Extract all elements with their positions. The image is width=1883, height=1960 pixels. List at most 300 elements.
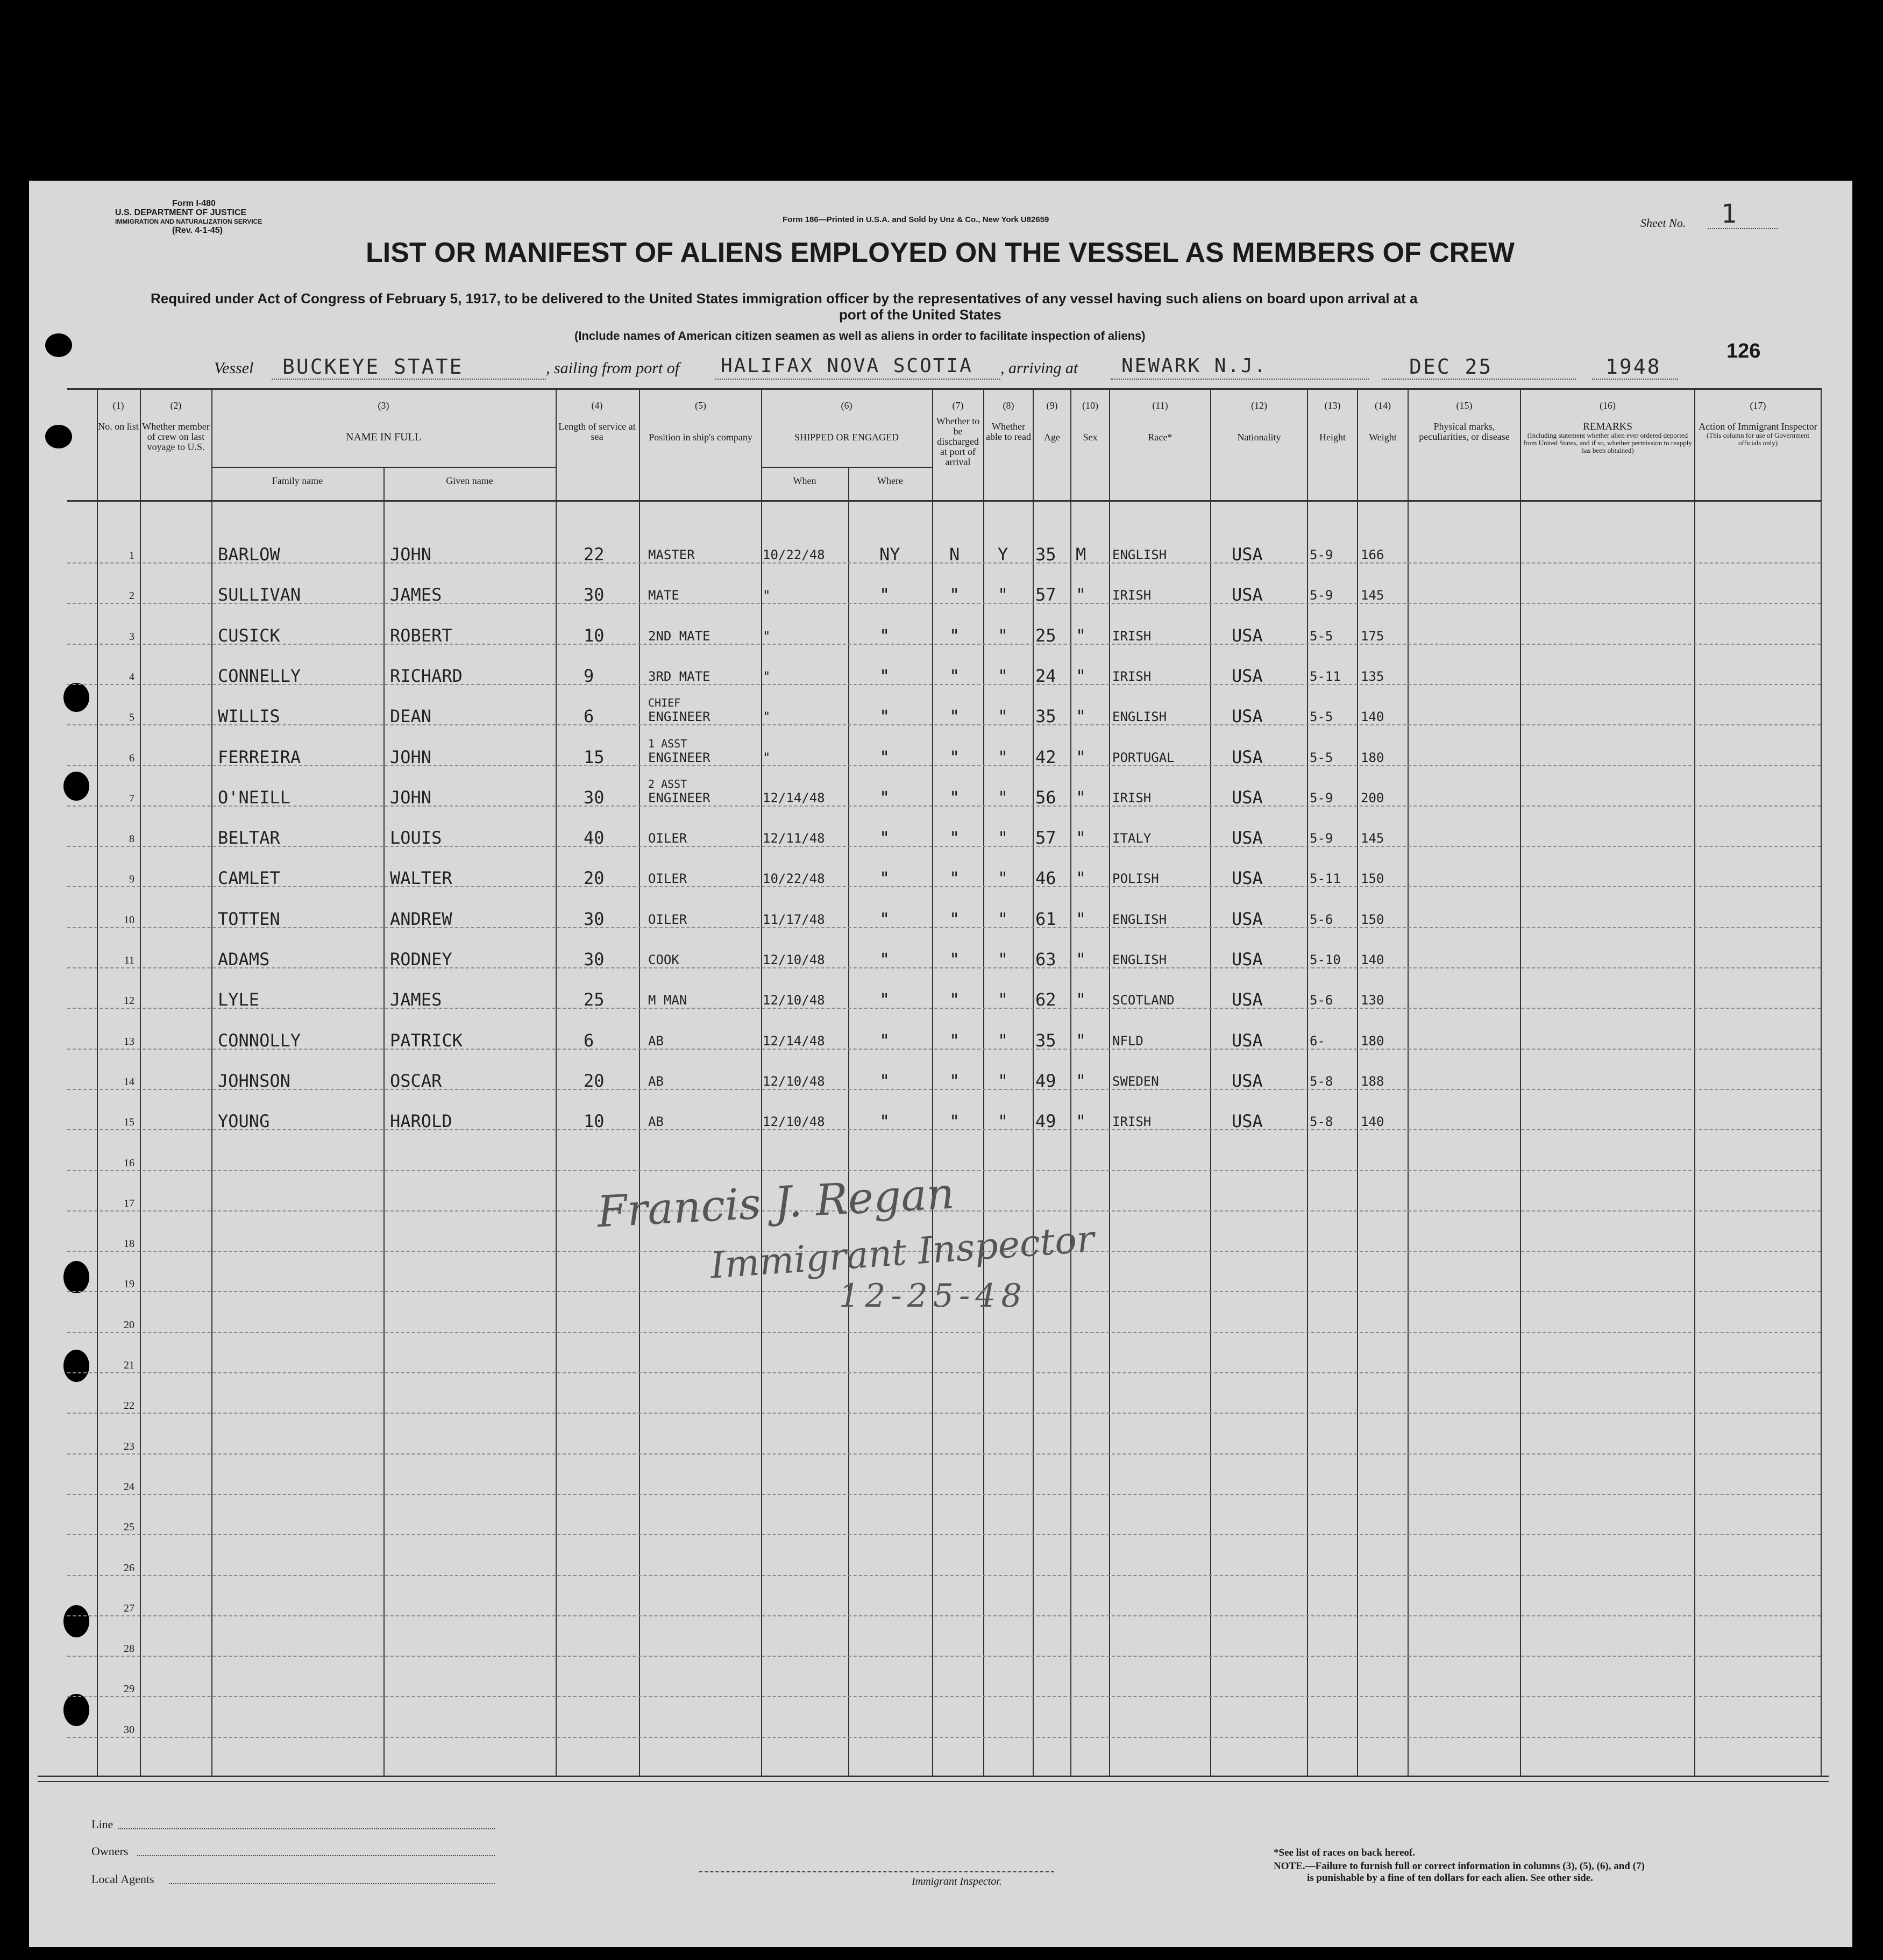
col-rule [1307, 388, 1308, 1776]
age-cell: 57 [1035, 828, 1056, 848]
height-cell: 5-11 [1310, 669, 1341, 684]
race-cell: SCOTLAND [1112, 993, 1175, 1008]
sex-cell: " [1076, 989, 1086, 1010]
race-cell: ENGLISH [1112, 952, 1167, 967]
col-header-4: (4) Length of service at sea [558, 400, 636, 442]
row-number: 7 [129, 793, 134, 804]
race-cell: ENGLISH [1112, 709, 1167, 724]
footer-owners-field [137, 1855, 495, 1856]
row-line [67, 1089, 1821, 1090]
family-name-cell: BELTAR [218, 828, 280, 848]
position-cell: 2ND MATE [648, 629, 710, 644]
age-cell: 49 [1035, 1111, 1056, 1131]
position-prefix-cell: 1 ASST [648, 737, 687, 750]
position-prefix-cell: CHIEF [648, 696, 681, 709]
able-to-read-cell: " [998, 747, 1008, 767]
age-cell: 56 [1035, 787, 1056, 808]
given-name-cell: HAROLD [390, 1111, 452, 1131]
row-line [67, 1656, 1821, 1657]
shipped-where-cell: " [879, 1071, 890, 1091]
races-note: *See list of races on back hereof. [1274, 1847, 1415, 1858]
discharged-cell: " [949, 1111, 960, 1131]
row-line [67, 846, 1821, 847]
able-to-read-cell: " [998, 989, 1008, 1010]
sex-cell: " [1076, 666, 1086, 686]
nationality-cell: USA [1232, 706, 1263, 726]
service-name: IMMIGRATION AND NATURALIZATION SERVICE [115, 218, 262, 225]
vessel-label: Vessel [214, 359, 254, 377]
row-number: 3 [129, 631, 134, 643]
family-name-cell: CAMLET [218, 868, 280, 888]
row-line [67, 1453, 1821, 1455]
discharged-cell: " [949, 828, 960, 848]
shipped-when-cell: " [763, 709, 771, 724]
height-cell: 5-10 [1310, 952, 1341, 967]
row-line [67, 562, 1821, 564]
age-cell: 35 [1035, 706, 1056, 726]
shipped-when-cell: 12/10/48 [763, 1074, 825, 1089]
discharged-cell: " [949, 666, 960, 686]
shipped-when-cell: " [763, 669, 771, 684]
weight-cell: 150 [1361, 912, 1384, 927]
col-rule [556, 388, 557, 1776]
col-rule [639, 388, 640, 1776]
col-rule [383, 467, 385, 1776]
vessel-underline [272, 379, 546, 380]
row-number: 10 [124, 914, 134, 926]
binder-hole [63, 1350, 89, 1382]
sex-cell: " [1076, 706, 1086, 726]
shipped-where-cell: " [879, 585, 890, 605]
col-rule [1694, 388, 1695, 1776]
binder-hole [63, 683, 89, 712]
row-line [67, 806, 1821, 807]
row-line [67, 1615, 1821, 1616]
able-to-read-cell: " [998, 1071, 1008, 1091]
footer-inspector-label: Immigrant Inspector. [912, 1876, 1002, 1887]
shipped-where-cell: " [879, 787, 890, 808]
row-line [67, 1049, 1821, 1050]
able-to-read-cell: " [998, 625, 1008, 646]
row-number: 29 [124, 1683, 134, 1695]
race-cell: IRISH [1112, 1114, 1152, 1129]
height-cell: 5-11 [1310, 871, 1341, 886]
col-header-9: (9) Age [1044, 400, 1060, 443]
shipped-when-cell: 12/10/48 [763, 952, 825, 967]
given-name-cell: JOHN [390, 787, 432, 808]
col-header-5: (5) Position in ship's company [649, 400, 752, 443]
row-line [67, 603, 1821, 604]
sex-cell: " [1076, 949, 1086, 970]
weight-cell: 130 [1361, 993, 1384, 1008]
age-cell: 46 [1035, 868, 1056, 888]
row-number: 26 [124, 1562, 134, 1574]
discharged-cell: " [949, 706, 960, 726]
weight-cell: 200 [1361, 790, 1384, 806]
family-name-cell: CONNELLY [218, 666, 301, 686]
footer-agents-field [169, 1883, 495, 1884]
col-rule [761, 388, 762, 1776]
discharged-cell: " [949, 868, 960, 888]
height-cell: 6- [1310, 1034, 1325, 1049]
service-cell: 30 [584, 787, 605, 808]
height-cell: 5-9 [1310, 588, 1333, 603]
table-top-rule [67, 388, 1821, 390]
weight-cell: 145 [1361, 831, 1384, 846]
shipped-where-cell: " [879, 666, 890, 686]
col-header-7: (7) Whether to be discharged at port of arrival [936, 400, 980, 467]
family-name-cell: ADAMS [218, 949, 270, 970]
service-cell: 6 [584, 1030, 594, 1051]
given-name-cell: JAMES [390, 989, 442, 1010]
weight-cell: 180 [1361, 750, 1384, 765]
nationality-cell: USA [1232, 1030, 1263, 1051]
shipped-where-cell: " [879, 1111, 890, 1131]
position-cell: ENGINEER [648, 709, 710, 724]
shipped-subheader-rule [761, 467, 932, 468]
nationality-cell: USA [1232, 868, 1263, 888]
height-cell: 5-9 [1310, 547, 1333, 562]
age-cell: 25 [1035, 625, 1056, 646]
row-line [67, 886, 1821, 887]
col-rule [983, 388, 984, 1776]
shipped-when-cell: 12/14/48 [763, 1034, 825, 1049]
weight-cell: 140 [1361, 1114, 1384, 1129]
sex-cell: " [1076, 787, 1086, 808]
given-name-cell: JOHN [390, 747, 432, 767]
weight-cell: 135 [1361, 669, 1384, 684]
shipped-where-cell: " [879, 949, 890, 970]
able-to-read-cell: " [998, 949, 1008, 970]
form-number: Form I-480 [172, 199, 216, 208]
page-title: LIST OR MANIFEST OF ALIENS EMPLOYED ON THE VESSEL AS MEMBERS OF CREW [366, 237, 1515, 268]
col-header-13: (13) Height [1319, 400, 1346, 443]
row-number: 12 [124, 995, 134, 1007]
row-number: 13 [124, 1036, 134, 1047]
height-cell: 5-8 [1310, 1114, 1333, 1129]
service-cell: 9 [584, 666, 594, 686]
nationality-cell: USA [1232, 625, 1263, 646]
weight-cell: 145 [1361, 588, 1384, 603]
date-underline [1382, 379, 1576, 380]
nationality-cell: USA [1232, 909, 1263, 929]
sex-cell: " [1076, 909, 1086, 929]
col-header-16: (16) REMARKS (Including statement whether alien ever ordered deported from United States, and if so, whether permission to reapply has been obtained) [1523, 400, 1692, 454]
col-rule [97, 388, 98, 1776]
nationality-cell: USA [1232, 544, 1263, 565]
discharged-cell: " [949, 909, 960, 929]
discharged-cell: " [949, 989, 960, 1010]
family-name-cell: LYLE [218, 989, 260, 1010]
weight-cell: 175 [1361, 629, 1384, 644]
service-cell: 30 [584, 909, 605, 929]
race-cell: PORTUGAL [1112, 750, 1175, 765]
discharged-cell: " [949, 1030, 960, 1051]
family-name-cell: BARLOW [218, 544, 280, 565]
able-to-read-cell: Y [998, 544, 1008, 565]
col-header-6b: Where [877, 475, 903, 486]
race-cell: ITALY [1112, 831, 1152, 846]
nationality-cell: USA [1232, 1111, 1263, 1131]
race-cell: IRISH [1112, 588, 1152, 603]
row-line [67, 724, 1821, 725]
row-line [67, 927, 1821, 928]
shipped-when-cell: " [763, 750, 771, 765]
age-cell: 42 [1035, 747, 1056, 767]
row-number: 1 [129, 550, 134, 561]
able-to-read-cell: " [998, 909, 1008, 929]
sailing-value: HALIFAX NOVA SCOTIA [721, 355, 973, 377]
position-prefix-cell: 2 ASST [648, 778, 687, 790]
given-name-cell: OSCAR [390, 1071, 442, 1091]
row-line [67, 1413, 1821, 1414]
footer-line-label: Line [91, 1818, 113, 1831]
stamp-number: 126 [1726, 340, 1761, 362]
service-cell: 30 [584, 585, 605, 605]
row-number: 15 [124, 1116, 134, 1128]
binder-hole [63, 1605, 89, 1637]
shipped-where-cell: " [879, 1030, 890, 1051]
sex-cell: M [1076, 544, 1086, 565]
row-line [67, 644, 1821, 645]
col-header-14: (14) Weight [1369, 400, 1397, 443]
sex-cell: " [1076, 585, 1086, 605]
row-number: 11 [124, 954, 134, 966]
year-value: 1948 [1605, 355, 1661, 379]
row-line [67, 1494, 1821, 1495]
race-cell: POLISH [1112, 871, 1159, 886]
shipped-where-cell: " [879, 828, 890, 848]
binder-hole [63, 1694, 89, 1726]
include-note: (Include names of American citizen seamen as well as aliens in order to facilitate inspection of aliens) [574, 329, 1146, 343]
position-cell: MATE [648, 588, 679, 603]
height-cell: 5-9 [1310, 790, 1333, 806]
row-line [67, 1575, 1821, 1576]
position-cell: M MAN [648, 993, 687, 1008]
able-to-read-cell: " [998, 1030, 1008, 1051]
service-cell: 40 [584, 828, 605, 848]
race-cell: ENGLISH [1112, 547, 1167, 562]
position-cell: MASTER [648, 547, 695, 562]
col-rule [211, 388, 212, 1776]
col-rule [1408, 388, 1409, 1776]
family-name-cell: SULLIVAN [218, 585, 301, 605]
table-header-rule [67, 500, 1821, 502]
arriving-value: NEWARK N.J. [1121, 355, 1268, 377]
shipped-where-cell: NY [879, 544, 900, 565]
weight-cell: 180 [1361, 1034, 1384, 1049]
row-line [67, 1129, 1821, 1130]
race-cell: NFLD [1112, 1034, 1143, 1049]
row-number: 5 [129, 711, 134, 723]
service-cell: 10 [584, 625, 605, 646]
sex-cell: " [1076, 747, 1086, 767]
row-number: 14 [124, 1076, 134, 1088]
binder-hole [45, 425, 72, 448]
arriving-label: , arriving at [1000, 359, 1078, 377]
race-cell: SWEDEN [1112, 1074, 1159, 1089]
footer-line-field [118, 1828, 495, 1829]
col-header-3a: Family name [272, 475, 323, 486]
nationality-cell: USA [1232, 585, 1263, 605]
family-name-cell: O'NEILL [218, 787, 290, 808]
nationality-cell: USA [1232, 989, 1263, 1010]
col-rule [848, 467, 849, 1776]
able-to-read-cell: " [998, 868, 1008, 888]
shipped-where-cell: " [879, 747, 890, 767]
col-rule [932, 388, 933, 1776]
requirement-line-2: port of the United States [839, 307, 1001, 323]
able-to-read-cell: " [998, 1111, 1008, 1131]
position-cell: COOK [648, 952, 679, 967]
age-cell: 57 [1035, 585, 1056, 605]
given-name-cell: JAMES [390, 585, 442, 605]
family-name-cell: WILLIS [218, 706, 280, 726]
position-cell: 3RD MATE [648, 669, 710, 684]
age-cell: 35 [1035, 1030, 1056, 1051]
discharged-cell: " [949, 949, 960, 970]
family-name-cell: JOHNSON [218, 1071, 290, 1091]
row-number: 22 [124, 1400, 134, 1412]
col-header-6a: When [793, 475, 816, 486]
given-name-cell: PATRICK [390, 1030, 463, 1051]
shipped-when-cell: 11/17/48 [763, 912, 825, 927]
col-header-8: (8) Whether able to read [986, 400, 1031, 442]
position-cell: OILER [648, 871, 687, 886]
family-name-cell: CUSICK [218, 625, 280, 646]
col-header-6: (6) SHIPPED OR ENGAGED [794, 400, 899, 443]
col-rule [1821, 388, 1822, 1776]
sailing-underline [715, 379, 1000, 380]
family-name-cell: FERREIRA [218, 747, 301, 767]
weight-cell: 140 [1361, 952, 1384, 967]
binder-hole [63, 772, 89, 801]
col-header-17: (17) Action of Immigrant Inspector (This column for use of Government officials only) [1699, 400, 1817, 447]
row-line [67, 967, 1821, 968]
nationality-cell: USA [1232, 949, 1263, 970]
position-cell: OILER [648, 831, 687, 846]
service-cell: 30 [584, 949, 605, 970]
col-rule [1357, 388, 1358, 1776]
form-revision: (Rev. 4-1-45) [172, 226, 223, 235]
family-name-cell: YOUNG [218, 1111, 270, 1131]
shipped-when-cell: 12/10/48 [763, 1114, 825, 1129]
given-name-cell: ROBERT [390, 625, 452, 646]
age-cell: 35 [1035, 544, 1056, 565]
shipped-where-cell: " [879, 868, 890, 888]
position-cell: AB [648, 1114, 664, 1129]
row-number: 23 [124, 1441, 134, 1452]
row-line [67, 1008, 1821, 1009]
height-cell: 5-6 [1310, 912, 1333, 927]
height-cell: 5-5 [1310, 709, 1333, 724]
service-cell: 20 [584, 1071, 605, 1091]
row-number: 9 [129, 873, 134, 885]
department-name: U.S. DEPARTMENT OF JUSTICE [115, 208, 247, 217]
arriving-underline [1111, 379, 1369, 380]
position-cell: ENGINEER [648, 790, 710, 806]
shipped-when-cell: 12/10/48 [763, 993, 825, 1008]
given-name-cell: DEAN [390, 706, 432, 726]
shipped-when-cell: 12/11/48 [763, 831, 825, 846]
inspector-signature: Francis J. Regan [596, 1168, 956, 1237]
shipped-where-cell: " [879, 625, 890, 646]
height-cell: 5-8 [1310, 1074, 1333, 1089]
shipped-where-cell: " [879, 989, 890, 1010]
discharged-cell: " [949, 585, 960, 605]
able-to-read-cell: " [998, 828, 1008, 848]
row-number: 25 [124, 1521, 134, 1533]
given-name-cell: ANDREW [390, 909, 452, 929]
shipped-when-cell: 10/22/48 [763, 871, 825, 886]
row-number: 6 [129, 752, 134, 764]
service-cell: 25 [584, 989, 605, 1010]
able-to-read-cell: " [998, 787, 1008, 808]
sheet-value: 1 [1721, 199, 1738, 229]
position-cell: AB [648, 1034, 664, 1049]
shipped-when-cell: " [763, 588, 771, 603]
sex-cell: " [1076, 1030, 1086, 1051]
sex-cell: " [1076, 868, 1086, 888]
date-value: DEC 25 [1409, 355, 1493, 379]
weight-cell: 188 [1361, 1074, 1384, 1089]
row-number: 17 [124, 1198, 134, 1209]
nationality-cell: USA [1232, 1071, 1263, 1091]
sex-cell: " [1076, 1071, 1086, 1091]
nationality-cell: USA [1232, 828, 1263, 848]
row-number: 24 [124, 1481, 134, 1493]
row-number: 18 [124, 1238, 134, 1250]
height-cell: 5-6 [1310, 993, 1333, 1008]
position-cell: AB [648, 1074, 664, 1089]
position-cell: ENGINEER [648, 750, 710, 765]
service-cell: 15 [584, 747, 605, 767]
penalty-note: NOTE.—Failure to furnish full or correct information in columns (3), (5), (6), and (7) [1274, 1861, 1645, 1872]
race-cell: IRISH [1112, 790, 1152, 806]
service-cell: 10 [584, 1111, 605, 1131]
row-number: 27 [124, 1602, 134, 1614]
service-cell: 22 [584, 544, 605, 565]
given-name-cell: LOUIS [390, 828, 442, 848]
row-number: 20 [124, 1319, 134, 1331]
requirement-line: Required under Act of Congress of February 5, 1917, to be delivered to the United States immigration officer by the representatives of any vessel having such aliens on board upon arrival at a [151, 290, 1418, 307]
row-number: 16 [124, 1157, 134, 1169]
height-cell: 5-5 [1310, 629, 1333, 644]
binder-hole [45, 333, 72, 357]
shipped-where-cell: " [879, 706, 890, 726]
height-cell: 5-9 [1310, 831, 1333, 846]
vessel-value: BUCKEYE STATE [282, 355, 464, 379]
row-number: 30 [124, 1724, 134, 1736]
col-rule [1033, 388, 1034, 1776]
penalty-note-2: is punishable by a fine of ten dollars for each alien. See other side. [1307, 1872, 1593, 1884]
col-header-1: (1) No. on list [98, 400, 139, 432]
discharged-cell: " [949, 787, 960, 808]
age-cell: 63 [1035, 949, 1056, 970]
shipped-when-cell: 10/22/48 [763, 547, 825, 562]
signature-title: Immigrant Inspector [709, 1218, 1096, 1287]
col-header-3: (3) NAME IN FULL [346, 400, 421, 443]
col-header-12: (12) Nationality [1237, 400, 1281, 443]
col-header-10: (10) Sex [1082, 400, 1098, 443]
able-to-read-cell: " [998, 706, 1008, 726]
col-header-11: (11) Race* [1148, 400, 1173, 443]
sheet-label: Sheet No. [1640, 216, 1686, 230]
col-header-15: (15) Physical marks, peculiarities, or disease [1419, 400, 1510, 442]
discharged-cell: N [949, 544, 960, 565]
weight-cell: 150 [1361, 871, 1384, 886]
service-cell: 20 [584, 868, 605, 888]
